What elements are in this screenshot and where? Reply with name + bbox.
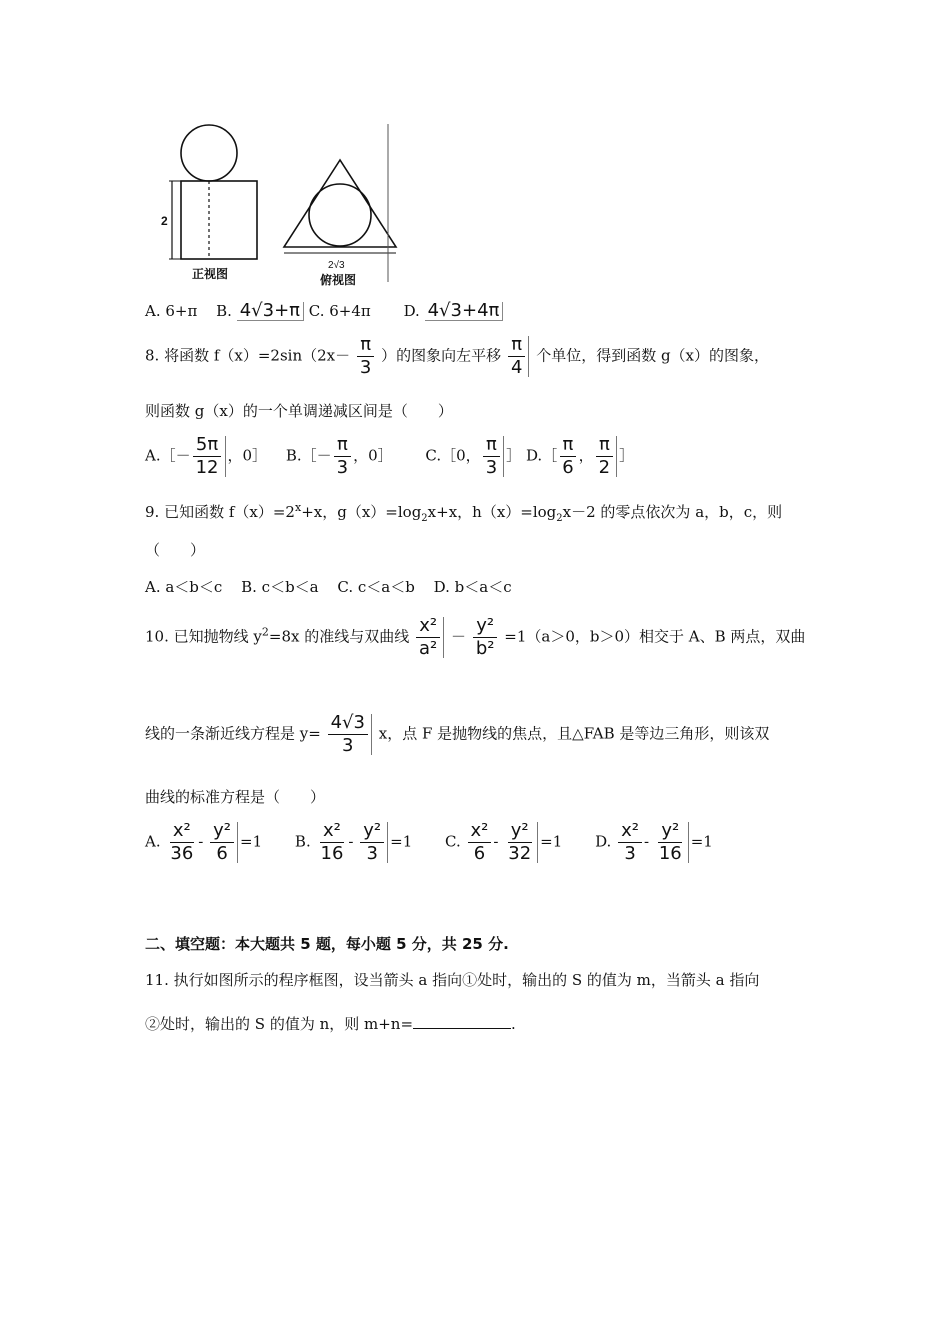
q8-option-d: D.［ $\frac{\pi}{6}$ ， $\frac{\pi}{2}$ ］ bbox=[525, 434, 635, 478]
front-view-rectangle bbox=[181, 181, 257, 259]
q7-option-a: A. 6+π bbox=[145, 302, 198, 320]
q8-option-c: C.［0， $\frac{\pi}{3}$ ］ bbox=[425, 434, 522, 478]
section-2-title: 二、填空题：本大题共 5 题，每小题 5 分，共 25 分. bbox=[145, 935, 509, 953]
q7-option-d-expr: 4√3+4π bbox=[425, 302, 504, 321]
q9-option-c: C. c＜a＜b bbox=[337, 578, 415, 596]
width-label: 2√3 bbox=[328, 260, 345, 271]
q8-line-2: 则函数 g（x）的一个单调递减区间是（ ） bbox=[145, 402, 453, 420]
q7-option-c: C. 6+4π bbox=[308, 302, 371, 320]
q7-options bbox=[145, 302, 503, 321]
q10-line-3: 曲线的标准方程是（ ） bbox=[145, 788, 326, 806]
three-view-figure bbox=[160, 120, 400, 290]
q8-fraction-pi-4: $\frac{\pi}{4}$ bbox=[508, 336, 529, 377]
q8-text-3: 个单位，得到函数 g（x）的图象， bbox=[536, 346, 770, 365]
q8-fraction-pi-3: $\frac{\pi}{3}$ bbox=[357, 336, 374, 377]
q9-options bbox=[145, 580, 512, 595]
q10-line-1: 10. 已知抛物线 $y^2=8x$ 的准线与双曲线 $\frac{\text{x²}}{\text{a²}}$ － $\frac{\text{y²}}{\text{b²}}$ =1（a＞0，b＞0）相交于 A、B 两点，双曲 bbox=[145, 615, 806, 659]
top-view-label: 俯视图 bbox=[320, 273, 357, 287]
q8-line-1 bbox=[145, 336, 769, 377]
q10-options bbox=[145, 822, 713, 863]
q10-fraction-y2-b2: $\frac{\text{y²}}{\text{b²}}$ bbox=[473, 617, 498, 658]
top-view-circle bbox=[309, 184, 371, 246]
q11-answer-blank[interactable] bbox=[413, 1014, 511, 1029]
q8-options bbox=[145, 436, 634, 477]
front-view-circle bbox=[181, 125, 237, 181]
top-view-triangle bbox=[284, 160, 396, 247]
height-label: 2 bbox=[161, 214, 168, 228]
q10-option-c: C. $\frac{\text{x²}}{6}$ - $\frac{\text{y²}}{32}$ =1 bbox=[445, 820, 563, 864]
q8-option-b: B.［－ $\frac{\pi}{3}$ ，0］ bbox=[285, 434, 393, 478]
q8-option-a: A.［－ $\frac{5\pi}{12}$ ，0］ bbox=[145, 434, 268, 478]
q9-option-a: A. a＜b＜c bbox=[145, 578, 223, 596]
q7-option-b-label: B. bbox=[216, 302, 232, 320]
q10-fraction-asymptote: $\frac{4√3}{3}$ bbox=[328, 714, 372, 755]
q11-line-2: ②处时，输出的 S 的值为 n，则 m+n= . bbox=[145, 1015, 516, 1033]
q8-text-2: ）的图象向左平移 bbox=[381, 346, 502, 365]
q11-line-1: 11. 执行如图所示的程序框图，设当箭头 a 指向①处时，输出的 S 的值为 m，当箭头 a 指向 bbox=[145, 971, 760, 989]
three-view-drawing bbox=[160, 120, 400, 290]
q10-option-d: D. $\frac{\text{x²}}{3}$ - $\frac{\text{y²}}{16}$ =1 bbox=[595, 820, 713, 864]
q10-option-b: B. $\frac{\text{x²}}{16}$ - $\frac{\text{y²}}{3}$ =1 bbox=[294, 820, 413, 864]
q9-line-1: 9. 已知函数 $f(x)=2^x+x$，$g(x)=\log_2x+x$，$h(x)=\log_2x-2$ 的零点依次为 a，b，c，则 bbox=[145, 501, 783, 524]
front-view-label: 正视图 bbox=[192, 267, 229, 281]
q9-option-d: D. b＜a＜c bbox=[433, 578, 512, 596]
q7-option-b-expr: 4√3+π bbox=[237, 302, 304, 321]
q10-line-2: 线的一条渐近线方程是 y= $\frac{4√3}{3}$ x，点 F 是抛物线的焦点，且△FAB 是等边三角形，则该双 bbox=[145, 712, 770, 756]
q9-line-2: （ ） bbox=[145, 541, 206, 559]
q10-fraction-x2-a2: $\frac{\text{x²}}{\text{a²}}$ bbox=[416, 617, 444, 658]
q9-option-b: B. c＜b＜a bbox=[241, 578, 319, 596]
q8-text-1: 8. 将函数 f（x）=2sin（2x－ bbox=[145, 346, 351, 365]
q10-option-a: A. $\frac{\text{x²}}{36}$ - $\frac{\text{y²}}{6}$ =1 bbox=[145, 820, 263, 864]
q7-option-d-label: D. bbox=[403, 302, 420, 320]
